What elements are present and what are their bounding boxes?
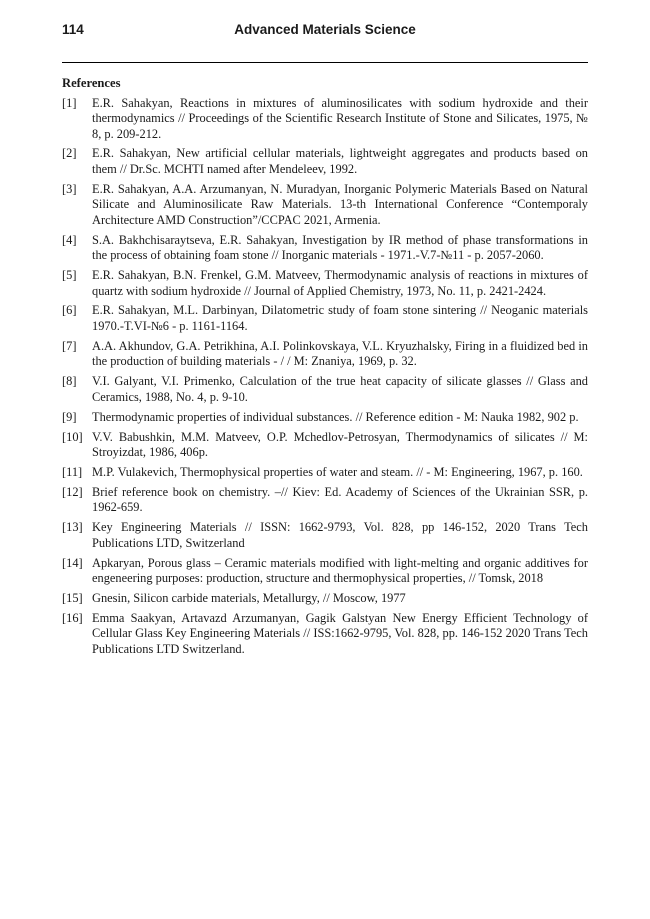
reference-item	[62, 374, 588, 405]
references-heading: References	[62, 76, 121, 90]
page-header	[62, 22, 588, 42]
reference-number: [11]	[62, 464, 83, 479]
reference-item	[62, 556, 588, 587]
reference-text: M.P. Vulakevich, Thermophysical properties of water and steam. // - M: Engineering, 1967, p. 160.	[92, 464, 583, 479]
reference-item	[62, 430, 588, 461]
reference-item	[62, 303, 588, 334]
reference-text: V.I. Galyant, V.I. Primenko, Calculation of the true heat capacity of silicate glasses // Glass and Ceramics, 1988, No. 4, p. 9-10.	[92, 374, 588, 404]
running-title: Advanced Materials Science	[234, 22, 416, 37]
reference-item	[62, 268, 588, 299]
reference-text: Brief reference book on chemistry. –// Kiev: Ed. Academy of Sciences of the Ukrainian SSR, p. 1962-659.	[92, 484, 588, 515]
reference-number: [13]	[62, 520, 83, 535]
page-number: 114	[62, 22, 84, 37]
reference-text: Emma Saakyan, Artavazd Arzumanyan, Gagik Galstyan New Energy Efficient Technology of Cellular Glass Key Engineering Materials // ISS:1662-9795, Vol. 828, pp. 146-152 2020 Trans Tech Publications LTD Switzerland.	[92, 610, 588, 656]
reference-text: Gnesin, Silicon carbide materials, Metallurgy, // Moscow, 1977	[92, 590, 406, 605]
reference-number: [14]	[62, 555, 83, 570]
reference-number: [3]	[62, 181, 77, 196]
reference-text: E.R. Sahakyan, Reactions in mixtures of aluminosilicates with sodium hydroxide and their thermodynamics // Proceedings of the Scientific Research Institute of Stone and Silicates, 1975, № 8, p. 209-212.	[92, 95, 588, 141]
reference-item	[62, 96, 588, 143]
reference-number: [2]	[62, 146, 77, 161]
reference-text: Apkaryan, Porous glass – Ceramic materials modified with light-melting and organic additives for engeneering purposes: production, structure and thermophysical properties, // Tomsk, 2018	[92, 555, 588, 586]
reference-item	[62, 146, 588, 177]
reference-number: [12]	[62, 484, 83, 499]
reference-text: Key Engineering Materials // ISSN: 1662-9793, Vol. 828, pp 146-152, 2020 Trans Tech Publications LTD, Switzerland	[92, 520, 588, 550]
reference-text: E.R. Sahakyan, A.A. Arzumanyan, N. Muradyan, Inorganic Polymeric Materials Based on Natural Silicate and Aluminosilicate Raw Materials. 13-th International Conference “Contemporaly Architecture AMD Construction”/CCPAC 2021, Armenia.	[92, 181, 588, 227]
reference-item	[62, 182, 588, 229]
reference-number: [10]	[62, 429, 83, 444]
reference-item	[62, 485, 588, 516]
reference-number: [6]	[62, 303, 77, 318]
reference-item	[62, 611, 588, 658]
reference-text: Thermodynamic properties of individual substances. // Reference edition - M: Nauka 1982, 902 p.	[92, 409, 579, 424]
references-section	[62, 76, 588, 662]
reference-number: [1]	[62, 95, 77, 110]
reference-text: S.A. Bakhchisaraytseva, E.R. Sahakyan, Investigation by IR method of phase transformations in the process of obtaining foam stone // Inorganic materials - 1971.-V.7-№11 - p. 2057-2060.	[92, 232, 588, 263]
reference-item	[62, 591, 588, 607]
reference-number: [9]	[62, 409, 77, 424]
reference-text: A.A. Akhundov, G.A. Petrikhina, A.I. Polinkovskaya, V.L. Kryuzhalsky, Firing in a fluidized bed in the production of building materials - / / M: Znaniya, 1969, p. 32.	[92, 338, 588, 369]
reference-text: E.R. Sahakyan, M.L. Darbinyan, Dilatometric study of foam stone sintering // Neoganic materials 1970.-T.VI-№6 - p. 1161-1164.	[92, 303, 588, 333]
reference-number: [15]	[62, 590, 83, 605]
reference-text: E.R. Sahakyan, B.N. Frenkel, G.M. Matveev, Thermodynamic analysis of reactions in mixtures of quartz with sodium hydroxide // Journal of Applied Chemistry, 1973, No. 11, p. 2421-2424.	[92, 268, 588, 298]
reference-number: [4]	[62, 232, 77, 247]
reference-item	[62, 233, 588, 264]
header-rule	[62, 62, 588, 63]
reference-number: [5]	[62, 268, 77, 283]
reference-item	[62, 465, 588, 481]
reference-number: [16]	[62, 610, 83, 625]
reference-item	[62, 410, 588, 426]
reference-number: [8]	[62, 374, 77, 389]
reference-number: [7]	[62, 338, 77, 353]
reference-list	[62, 96, 588, 658]
reference-text: E.R. Sahakyan, New artificial cellular materials, lightweight aggregates and products based on them // Dr.Sc. MCHTI named after Mendeleev, 1992.	[92, 146, 588, 176]
reference-item	[62, 520, 588, 551]
reference-text: V.V. Babushkin, M.M. Matveev, O.P. Mchedlov-Petrosyan, Thermodynamics of silicates // M: Stroyizdat, 1986, 406p.	[92, 429, 588, 460]
reference-item	[62, 339, 588, 370]
